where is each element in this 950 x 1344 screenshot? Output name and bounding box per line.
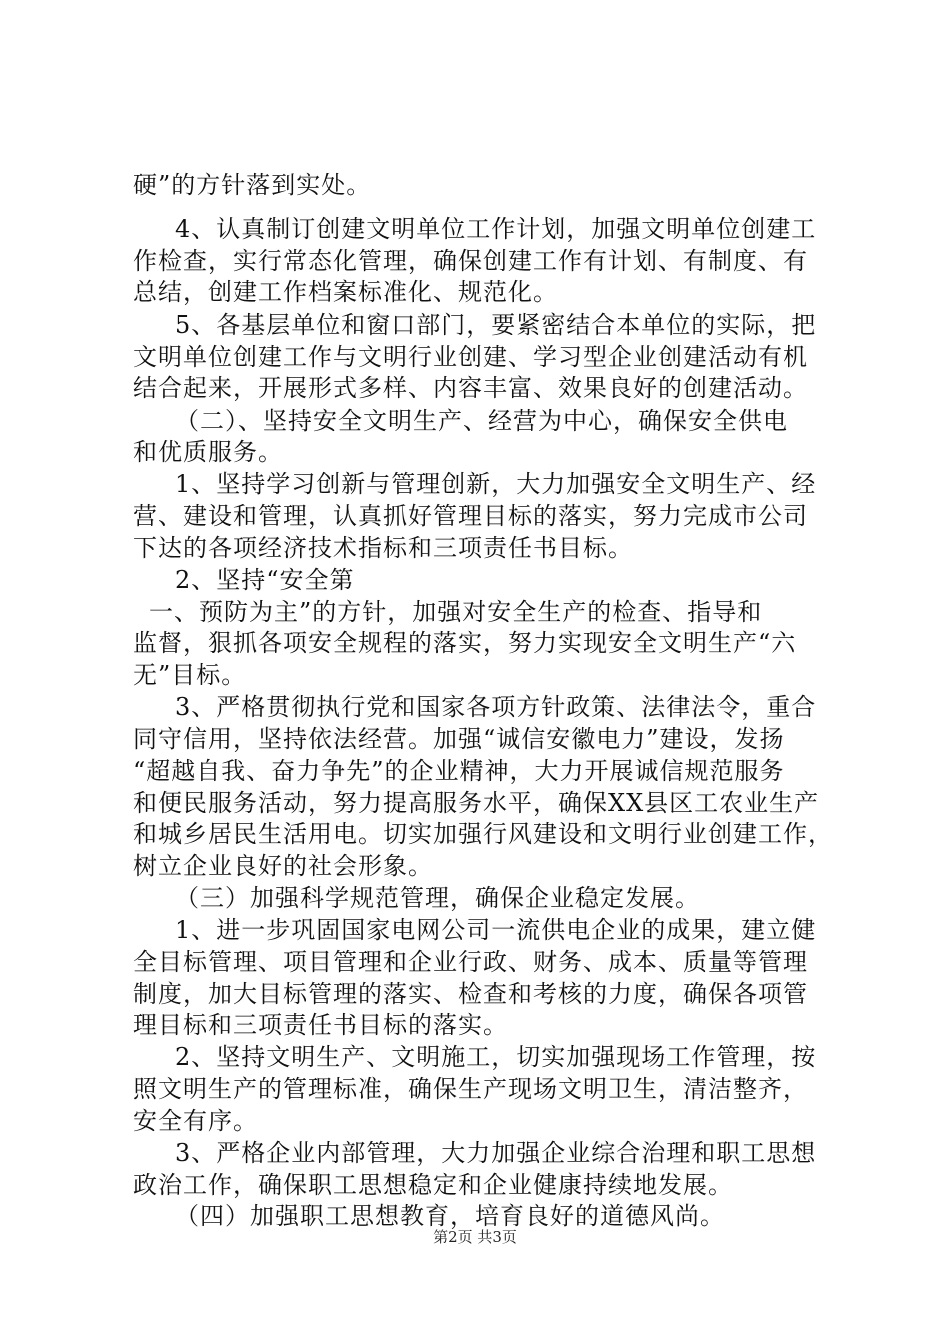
text-line: 下达的各项经济技术指标和三项责任书目标。 [133,534,633,562]
text-line: 3、严格企业内部管理，大力加强企业综合治理和职工思想 [175,1139,817,1167]
text-line: 监督，狠抓各项安全规程的落实，努力实现安全文明生产“六 [133,629,797,657]
text-line: 2、坚持文明生产、文明施工，切实加强现场工作管理，按 [175,1043,817,1071]
section-heading: （三）加强科学规范管理，确保企业稳定发展。 [175,884,700,912]
text-line: 作检查，实行常态化管理，确保创建工作有计划、有制度、有 [133,247,808,275]
text-line: 政治工作，确保职工思想稳定和企业健康持续地发展。 [133,1171,733,1199]
text-line: 总结，创建工作档案标准化、规范化。 [133,278,558,306]
text-line: 无”目标。 [133,661,247,689]
text-line: 同守信用，坚持依法经营。加强“诚信安徽电力”建设，发扬 [133,725,785,753]
text-line: “超越自我、奋力争先”的企业精神，大力开展诚信规范服务 [133,757,785,785]
text-line: 5、各基层单位和窗口部门，要紧密结合本单位的实际，把 [175,311,817,339]
text-line: 理目标和三项责任书目标的落实。 [133,1011,508,1039]
text-line: 和优质服务。 [133,438,283,466]
section-heading: （四）加强职工思想教育，培育良好的道德风尚。 [175,1202,725,1230]
text-line: 树立企业良好的社会形象。 [133,852,433,880]
text-line: 营、建设和管理，认真抓好管理目标的落实，努力完成市公司 [133,502,808,530]
text-line: 3、严格贯彻执行党和国家各项方针政策、法律法令，重合 [175,693,817,721]
text-line: 一、预防为主”的方针，加强对安全生产的检查、指导和 [149,598,763,626]
page-number-footer: 第2页 共3页 [433,1228,517,1246]
text-line: 和城乡居民生活用电。切实加强行风建设和文明行业创建工作， [133,820,833,848]
text-line: 全目标管理、项目管理和企业行政、财务、成本、质量等管理 [133,948,808,976]
text-line: 2、坚持“安全第 [175,566,355,594]
text-line: 制度，加大目标管理的落实、检查和考核的力度，确保各项管 [133,980,808,1008]
text-line: 硬”的方针落到实处。 [133,171,372,199]
text-line: 文明单位创建工作与文明行业创建、学习型企业创建活动有机 [133,343,808,371]
text-line: 4、认真制订创建文明单位工作计划，加强文明单位创建工 [175,215,817,243]
section-heading: （二）、坚持安全文明生产、经营为中心，确保安全供电 [175,407,788,435]
text-line: 照文明生产的管理标准，确保生产现场文明卫生，清洁整齐， [133,1075,808,1103]
text-line: 1、进一步巩固国家电网公司一流供电企业的成果，建立健 [175,916,817,944]
text-line: 1、坚持学习创新与管理创新，大力加强安全文明生产、经 [175,470,817,498]
text-line: 和便民服务活动，努力提高服务水平，确保XX县区工农业生产 [133,789,820,817]
text-line: 安全有序。 [133,1107,258,1135]
text-line: 结合起来，开展形式多样、内容丰富、效果良好的创建活动。 [133,374,808,402]
